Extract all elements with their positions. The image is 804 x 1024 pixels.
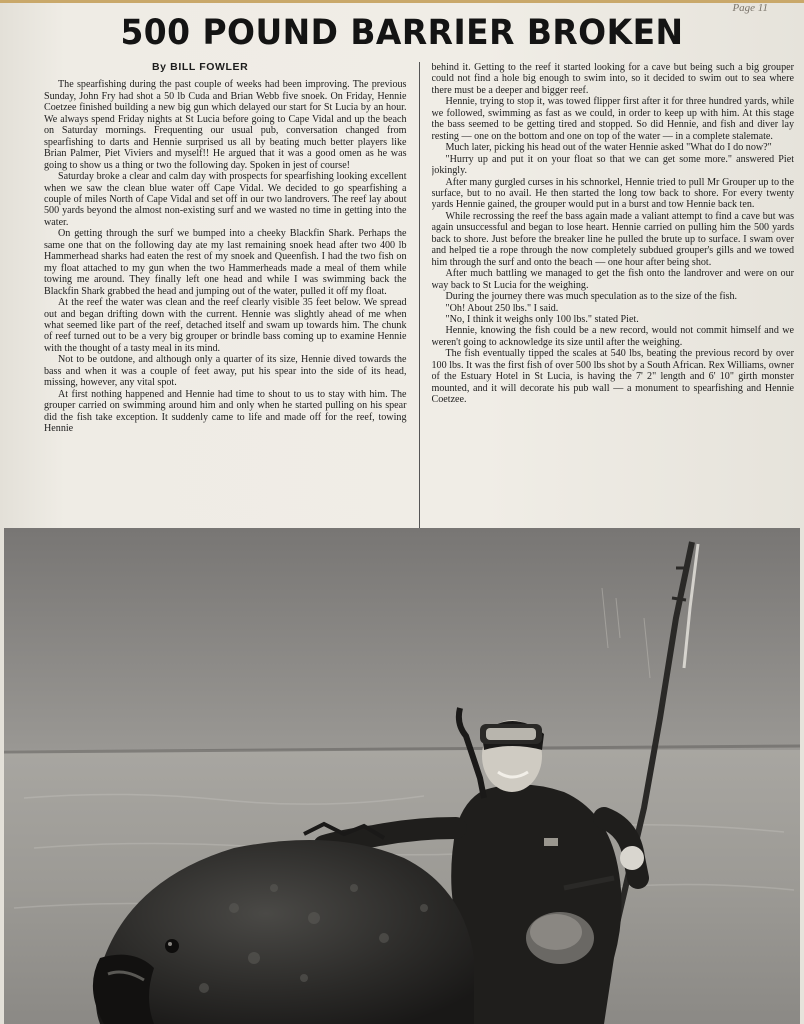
paragraph: Hennie, knowing the fish could be a new record, would not commit himself and we weren't going to acknowledge its size until after the weighing. (431, 325, 794, 348)
paragraph: Much later, picking his head out of the water Hennie asked "What do I do now?" (445, 142, 772, 154)
page-number: Page 11 (732, 2, 768, 14)
left-column (44, 62, 407, 530)
top-edge-strip (0, 0, 804, 3)
paragraph: "Oh! About 250 lbs." I said. (445, 302, 559, 314)
paragraph: Saturday broke a clear and calm day with prospects for spearfishing looking excellent when we saw the clean blue water off Cape Vidal. We decided to go spearfishing a couple of miles North of Cape Vidal and set off in our two landrovers. The reef lay about 500 yards beyond the almost non-existing surf and we wasted no time in getting into the water. (44, 171, 407, 228)
article-headline: 500 POUND BARRIER BROKEN (120, 13, 684, 53)
spearfisher-with-giant-grouper-photo (4, 528, 800, 1024)
paragraph: Hennie, trying to stop it, was towed flipper first after it for three hundred yards, while we followed, swimming as fast as we could, in order to keep up with him. At this stage the bass seemed to be getting tired and stopped. So did Hennie, and fish and diver lay resting — one on the bottom and one on top of the water — in a complete stalemate. (431, 96, 794, 142)
sky (4, 528, 800, 753)
paragraph: At the reef the water was clean and the reef clearly visible 35 feet below. We spread out and began drifting down with the current. Hennie was slightly ahead of me when what seemed like part of the reef, detached itself and swam up towards him. The chunk of reef turned out to be a very big grouper or brindle bass coming up to examine Hennie with the thought of a tasty meal in its mind. (44, 297, 407, 354)
paragraph: The fish eventually tipped the scales at 540 lbs, beating the previous record by over 100 lbs. It was the first fish of over 500 lbs shot by a South African. Rex Williams, owner of the Estuary Hotel in St Lucia, is having the 7' 2" length and 6' 10" girth monster mounted, and it will decorate his pub wall — a monument to spearfishing and Hennie Coetzee. (431, 348, 794, 406)
paragraph: "Hurry up and put it on your float so that we can get some more." answered Piet jokingly. (431, 153, 794, 177)
article-body (44, 62, 794, 530)
right-column (432, 62, 795, 530)
paragraph: The spearfishing during the past couple of weeks had been improving. The previous Sunday, John Fry had shot a 50 lb Cuda and Brian Webb five snoek. On Friday, Hennie Coetzee finished building a new big gun which delayed our start for St Lucia by an hour. We always spend Friday nights at St Lucia before going to Cape Vidal and up the beach on Saturday mornings. Frequenting our usual pub, conversation changed from spearfishing to darts and Hennie surprised us all by beating much better players like Brian Palmer, Piet Viviers and myself!! He argued that it was a good omen as he was going to show us a thing or two the following day. Spoken in jest of course! (44, 79, 407, 171)
paragraph: On getting through the surf we bumped into a cheeky Blackfin Shark. Perhaps the same one that on the following day ate my last remaining snoek head after two 400 lb Hammerhead sharks had eaten the rest of my snoek and Queenfish. I had the two fish on my float attached to my gun when the two Hammerheads made a meal of them while towing me around. They finally left one head and while I was swimming back the Blackfin Shark grabbed the head and jumping out of the water, pulled it off my float. (44, 228, 407, 297)
paragraph: During the journey there was much speculation as to the size of the fish. (445, 291, 738, 303)
column-divider (419, 62, 420, 530)
paragraph: At first nothing happened and Hennie had time to shout to us to stay with him. The grouper carried on swimming around him and only when he started pulling on his spear did the fish take exception. It suddenly came to life and made off for the reef, towing Hennie (44, 388, 407, 435)
photo-illustration (4, 528, 800, 1024)
paragraph: "No, I think it weighs only 100 lbs." stated Piet. (445, 313, 639, 325)
paragraph: After many gurgled curses in his schnorkel, Hennie tried to pull Mr Grouper up to the surface, but to no avail. He then started the long tow back to shore. For every twenty yards Hennie gained, the grouper would put in a burst and tow Hennie back ten. (431, 176, 794, 211)
paragraph: While recrossing the reef the bass again made a valiant attempt to find a cave but was again unsuccessful and began to lose heart. Hennie carried on pulling him the 500 yards back to shore. Just before the breaker line he pulled the brute up to surface. I swam over and helped tie a rope through the now completely subdued grouper's gills and we towed him through the surf and onto the beach — one hour after being shot. (431, 210, 794, 268)
paragraph: Not to be outdone, and although only a quarter of its size, Hennie dived towards the bass and when it was a couple of feet away, put his spear into the side of its head, missing, however, any vital spot. (44, 354, 407, 389)
paragraph: After much battling we managed to get the fish onto the landrover and were on our way back to St Lucia for the weighing. (431, 268, 794, 291)
byline: By BILL FOWLER (152, 62, 249, 73)
paragraph: behind it. Getting to the reef it started looking for a cave but being such a big grouper could not find a hole big enough to swim into, so it decided to swim out to sea where there must be a deeper and bigger reef. (431, 62, 794, 96)
